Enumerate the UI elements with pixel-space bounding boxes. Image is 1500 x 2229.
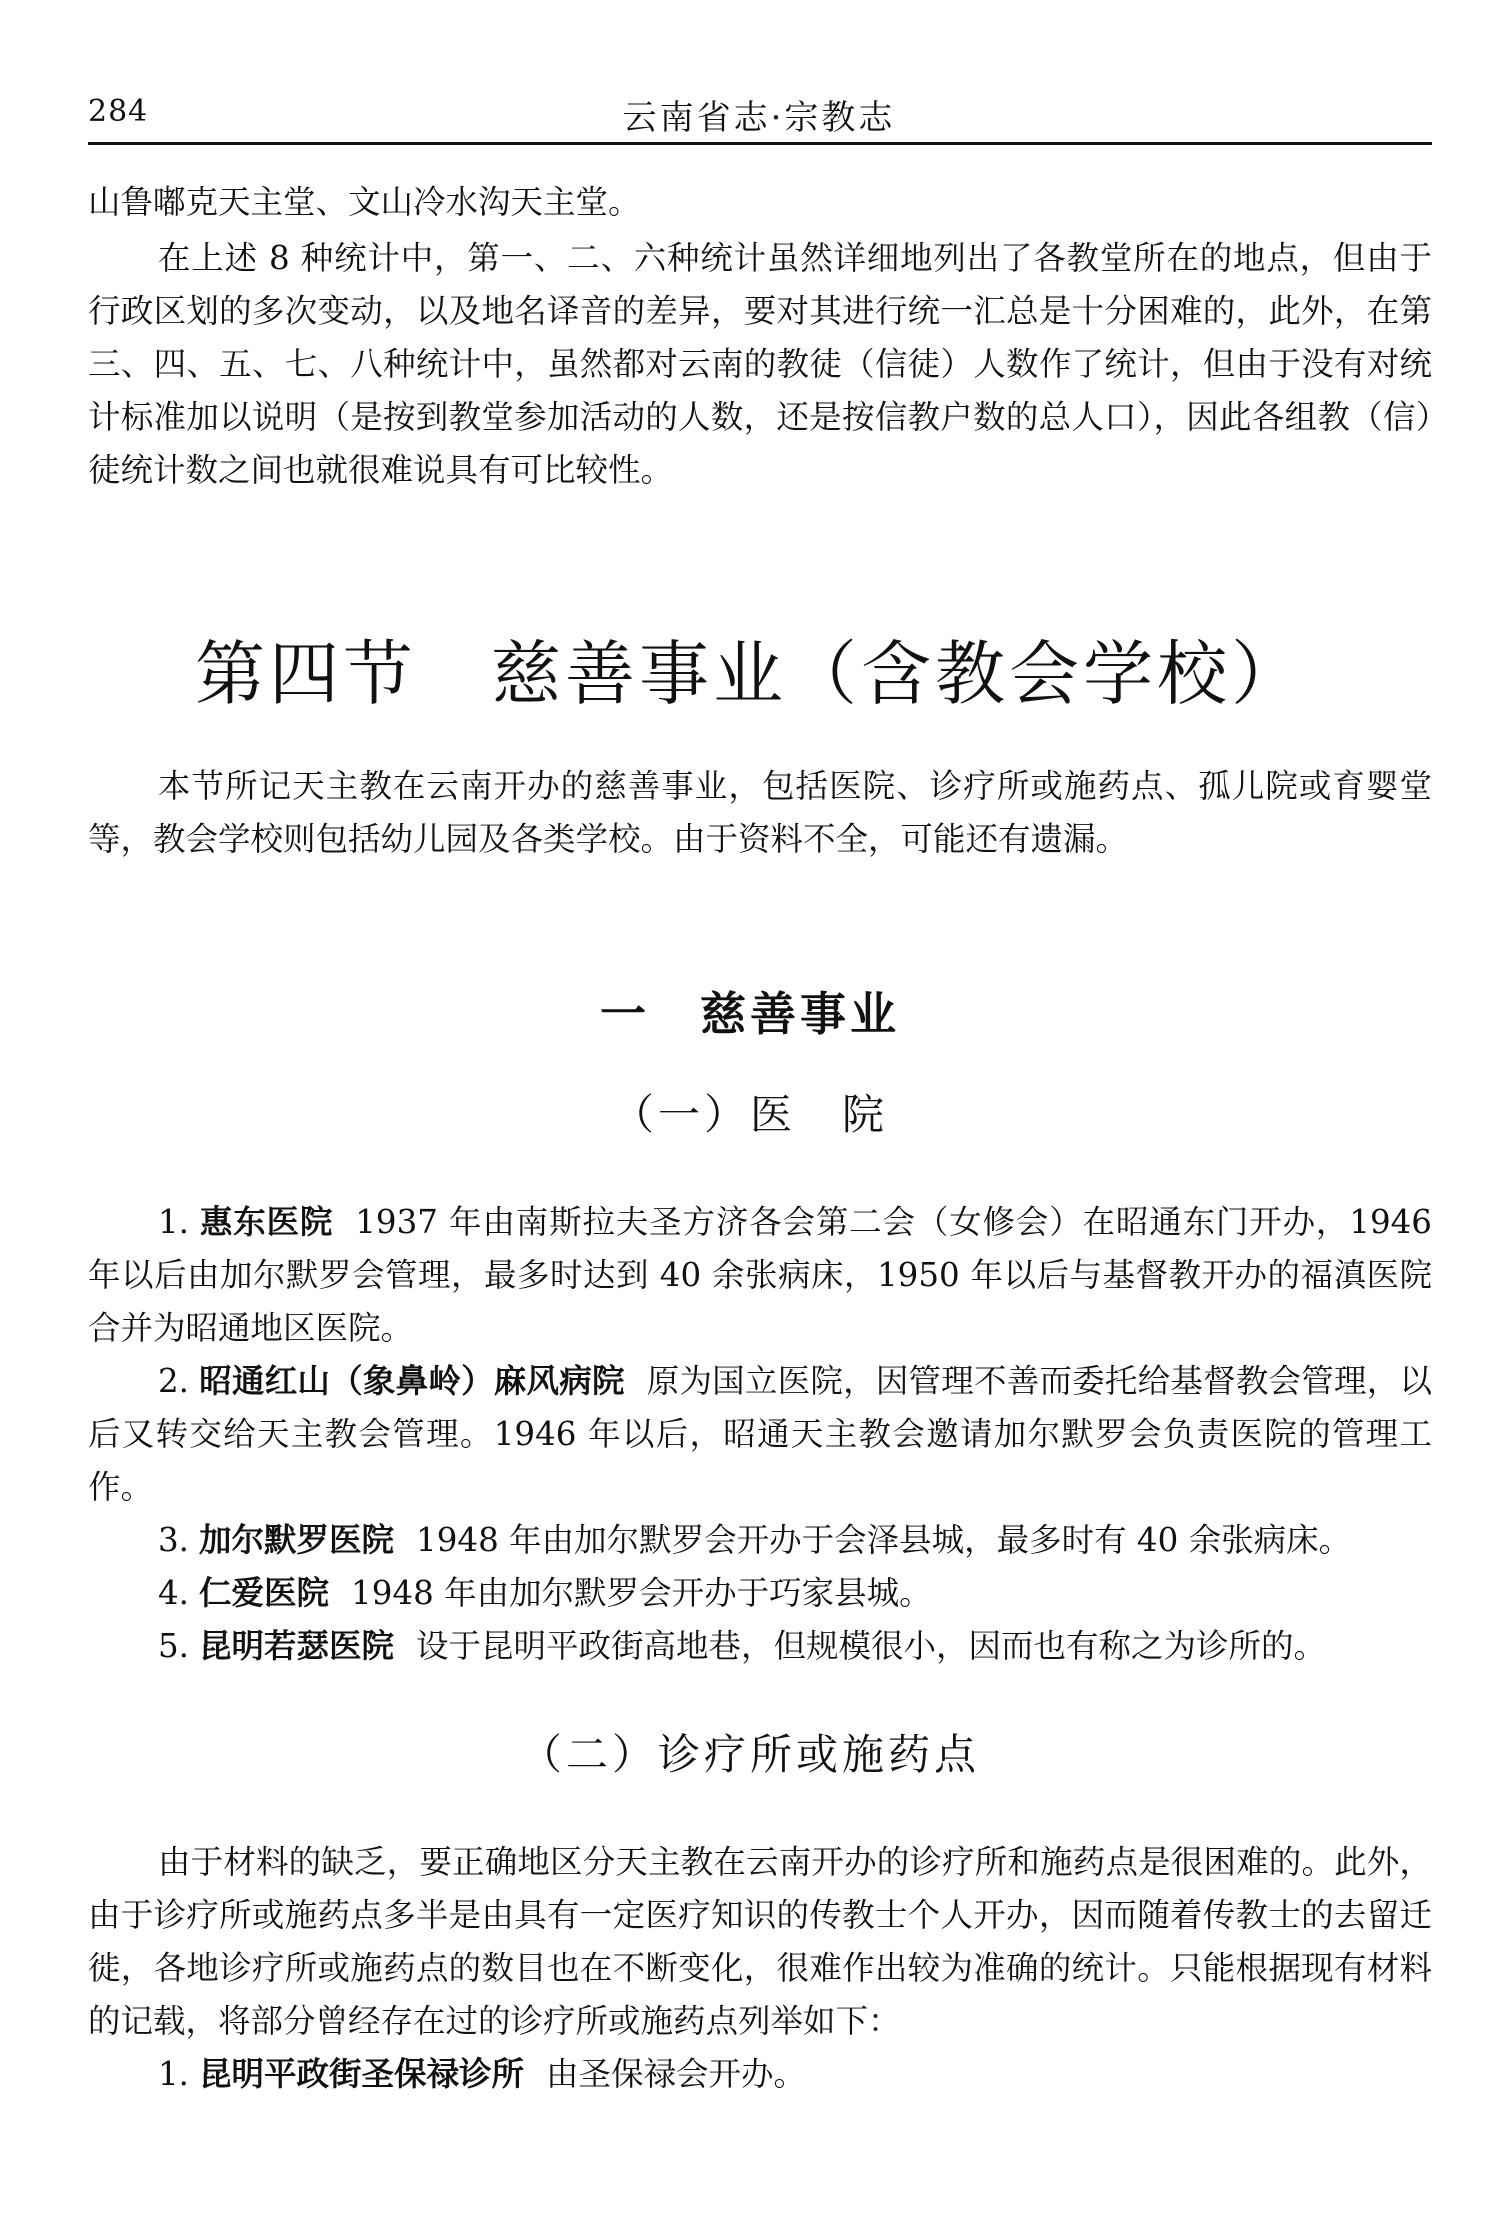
item-name: 昭通红山（象鼻岭）麻风病院 bbox=[199, 1362, 625, 1400]
clinic-item bbox=[88, 2048, 1432, 2101]
item-text: 原为国立医院，因管理不善而委托给基督教会管理，以后又转交给天主教会管理。1946 年以后，昭通天主教会邀请加尔默罗会负责医院的管理工作。 bbox=[88, 1362, 1432, 1506]
item-text: 1937 年由南斯拉夫圣方济各会第二会（女修会）在昭通东门开办，1946 年以后由加尔默罗会管理，最多时达到 40 余张病床，1950 年以后与基督教开办的福滇医院合并为昭通地区医院。 bbox=[88, 1203, 1432, 1347]
clinics-paragraph: 由于材料的缺乏，要正确地区分天主教在云南开办的诊疗所和施药点是很困难的。此外，由于诊疗所或施药点多半是由具有一定医疗知识的传教士个人开办，因而随着传教士的去留迁徙，各地诊疗所或施药点的数目也在不断变化，很难作出较为准确的统计。只能根据现有材料的记载，将部分曾经存在过的诊疗所或施药点列举如下： bbox=[88, 1843, 1432, 2040]
item-number: 3. bbox=[158, 1521, 190, 1559]
hospital-item bbox=[88, 1196, 1432, 1355]
subsection-title-clinics: （二）诊疗所或施药点 bbox=[519, 1730, 980, 1779]
item-number: 4. bbox=[158, 1574, 190, 1612]
item-number: 2. bbox=[158, 1362, 190, 1400]
item-name: 昆明若瑟医院 bbox=[199, 1627, 395, 1665]
section-title-charity: 一 慈善事业 bbox=[600, 987, 900, 1041]
item-text: 设于昆明平政街高地巷，但规模很小，因而也有称之为诊所的。 bbox=[416, 1627, 1327, 1665]
statistics-paragraph: 在上述 8 种统计中，第一、二、六种统计虽然详细地列出了各教堂所在的地点，但由于行政区划的多次变动，以及地名译音的差异，要对其进行统一汇总是十分困难的，此外，在第三、四、五、七、八种统计中，虽然都对云南的教徒（信徒）人数作了统计，但由于没有对统计标准加以说明（是按到教堂参加活动的人数，还是按信教户数的总人口），因此各组教（信）徒统计数之间也就很难说具有可比较性。 bbox=[88, 239, 1432, 489]
hospital-item bbox=[88, 1567, 1432, 1620]
item-number: 5. bbox=[158, 1627, 190, 1665]
page-number: 284 bbox=[88, 94, 149, 129]
hospital-item bbox=[88, 1620, 1432, 1673]
continued-line: 山鲁嘟克天主堂、文山冷水沟天主堂。 bbox=[88, 183, 641, 221]
item-name: 仁爱医院 bbox=[199, 1574, 330, 1612]
item-name: 加尔默罗医院 bbox=[199, 1521, 395, 1559]
page-header bbox=[88, 86, 1430, 138]
item-name: 昆明平政街圣保禄诊所 bbox=[199, 2055, 525, 2093]
item-text: 1948 年由加尔默罗会开办于会泽县城，最多时有 40 余张病床。 bbox=[416, 1521, 1352, 1559]
item-number: 1. bbox=[158, 1203, 190, 1241]
running-title: 云南省志·宗教志 bbox=[622, 98, 896, 138]
item-text: 由圣保禄会开办。 bbox=[546, 2055, 807, 2093]
item-number: 1. bbox=[158, 2055, 190, 2093]
item-text: 1948 年由加尔默罗会开办于巧家县城。 bbox=[351, 1574, 932, 1612]
item-name: 惠东医院 bbox=[199, 1203, 334, 1241]
hospital-item bbox=[88, 1514, 1432, 1567]
hospital-item bbox=[88, 1355, 1432, 1514]
header-rule bbox=[88, 142, 1432, 145]
subsection-title-hospitals: （一）医 院 bbox=[611, 1090, 888, 1139]
chapter-intro: 本节所记天主教在云南开办的慈善事业，包括医院、诊疗所或施药点、孤儿院或育婴堂等，教会学校则包括幼儿园及各类学校。由于资料不全，可能还有遗漏。 bbox=[88, 767, 1432, 858]
chapter-title: 第四节 慈善事业（含教会学校） bbox=[195, 633, 1305, 715]
